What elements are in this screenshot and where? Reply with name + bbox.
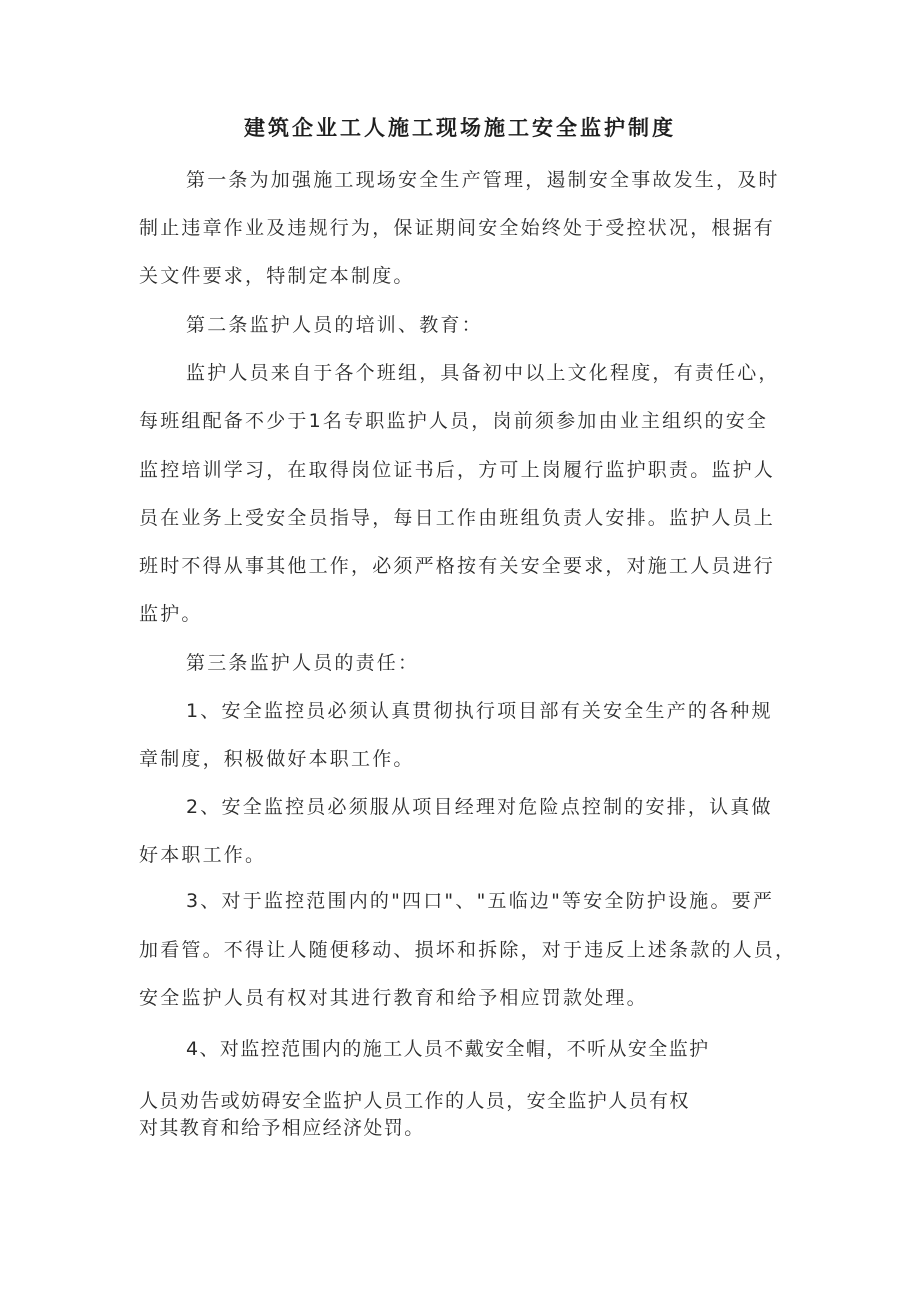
- document-title: 建筑企业工人施工现场施工安全监护制度: [244, 115, 676, 140]
- paragraph-line: 员在业务上受安全员指导，每日工作由班组负责人安排。监护人员上: [139, 507, 776, 529]
- list-item-line: 好本职工作。: [139, 844, 267, 866]
- list-item-line: 对其教育和给予相应经济处罚。: [139, 1117, 425, 1139]
- list-item-line: 安全监护人员有权对其进行教育和给予相应罚款处理。: [139, 987, 648, 1009]
- paragraph-line: 制止违章作业及违规行为，保证期间安全始终处于受控状况，根据有: [139, 217, 776, 239]
- paragraph-line: 每班组配备不少于1名专职监护人员，岗前须参加由业主组织的安全: [139, 410, 769, 432]
- paragraph-line: 第一条为加强施工现场安全生产管理，遏制安全事故发生，及时: [186, 169, 780, 191]
- list-item-line: 1、安全监控员必须认真贯彻执行项目部有关安全生产的各种规: [186, 700, 773, 722]
- list-item-line: 2、安全监控员必须服从项目经理对危险点控制的安排，认真做: [186, 796, 773, 818]
- section-heading: 第二条监护人员的培训、教育：: [186, 314, 483, 336]
- list-item-line: 章制度，积极做好本职工作。: [139, 748, 415, 770]
- list-item-line: 4、对监控范围内的施工人员不戴安全帽，不听从安全监护: [186, 1038, 710, 1060]
- paragraph-line: 关文件要求，特制定本制度。: [139, 265, 415, 287]
- section-heading: 第三条监护人员的责任：: [186, 652, 420, 674]
- paragraph-line: 监护人员来自于各个班组，具备初中以上文化程度，有责任心，: [186, 362, 780, 384]
- paragraph-line: 班时不得从事其他工作，必须严格按有关安全要求，对施工人员进行: [139, 555, 776, 577]
- paragraph-line: 监护。: [139, 603, 203, 625]
- paragraph-line: 监控培训学习，在取得岗位证书后，方可上岗履行监护职责。监护人: [139, 459, 776, 481]
- list-item-line: 加看管。不得让人随便移动、损坏和拆除，对于违反上述条款的人员，: [139, 939, 797, 961]
- list-item-line: 3、对于监控范围内的"四口"、"五临边"等安全防护设施。要严: [186, 890, 775, 912]
- list-item-line: 人员劝告或妨碍安全监护人员工作的人员，安全监护人员有权: [139, 1090, 690, 1112]
